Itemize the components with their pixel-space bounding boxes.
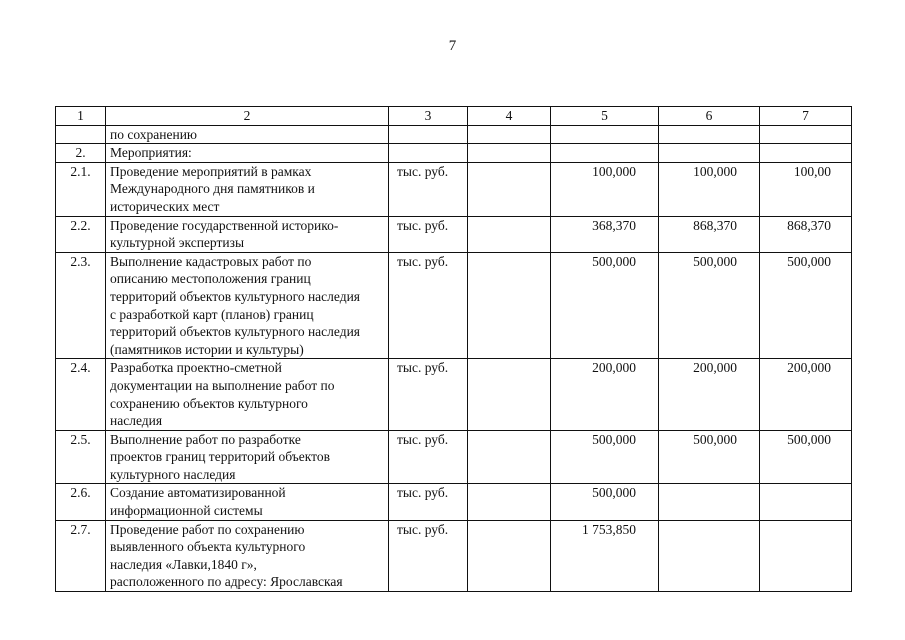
value-col-6: 500,000: [659, 430, 760, 484]
value-col-5: 500,000: [551, 484, 659, 520]
value-col-4: [468, 359, 551, 430]
unit-cell: тыс. руб.: [389, 216, 468, 252]
value-col-5: [551, 125, 659, 144]
column-header: 1: [56, 107, 106, 126]
value-col-7: 500,000: [760, 430, 852, 484]
value-col-5: 500,000: [551, 430, 659, 484]
budget-table: [55, 106, 852, 592]
value-col-6: [659, 125, 760, 144]
value-col-6: 500,000: [659, 252, 760, 359]
table-row: [56, 125, 852, 144]
table-row: [56, 252, 852, 359]
row-number: 2.: [56, 144, 106, 163]
value-col-5: 1 753,850: [551, 520, 659, 591]
value-col-7: [760, 144, 852, 163]
value-col-4: [468, 125, 551, 144]
table-row: [56, 359, 852, 430]
table-row: [56, 484, 852, 520]
column-header: 3: [389, 107, 468, 126]
unit-cell: [389, 125, 468, 144]
value-col-6: 868,370: [659, 216, 760, 252]
item-name: Проведение работ по сохранению выявленного объекта культурного наследия «Лавки,1840 г», расположенного по адресу: Ярославская: [106, 520, 389, 591]
column-header: 5: [551, 107, 659, 126]
column-header: 4: [468, 107, 551, 126]
value-col-5: 368,370: [551, 216, 659, 252]
value-col-7: 200,000: [760, 359, 852, 430]
row-number: 2.3.: [56, 252, 106, 359]
value-col-6: [659, 520, 760, 591]
item-name: Проведение мероприятий в рамках Международного дня памятников и исторических мест: [106, 162, 389, 216]
table-row: [56, 430, 852, 484]
unit-cell: тыс. руб.: [389, 359, 468, 430]
unit-cell: тыс. руб.: [389, 430, 468, 484]
unit-cell: тыс. руб.: [389, 484, 468, 520]
value-col-6: 200,000: [659, 359, 760, 430]
item-name: Создание автоматизированной информационной системы: [106, 484, 389, 520]
value-col-5: 100,000: [551, 162, 659, 216]
value-col-6: [659, 484, 760, 520]
item-name: Выполнение работ по разработке проектов границ территорий объектов культурного наследия: [106, 430, 389, 484]
item-name: Разработка проектно-сметной документации на выполнение работ по сохранению объектов культурного наследия: [106, 359, 389, 430]
value-col-4: [468, 144, 551, 163]
unit-cell: тыс. руб.: [389, 162, 468, 216]
value-col-7: [760, 520, 852, 591]
value-col-4: [468, 252, 551, 359]
column-header: 6: [659, 107, 760, 126]
value-col-4: [468, 520, 551, 591]
item-name: Проведение государственной историко- культурной экспертизы: [106, 216, 389, 252]
value-col-4: [468, 216, 551, 252]
value-col-4: [468, 484, 551, 520]
row-number: 2.4.: [56, 359, 106, 430]
value-col-7: 100,00: [760, 162, 852, 216]
unit-cell: тыс. руб.: [389, 520, 468, 591]
table-row: [56, 162, 852, 216]
value-col-7: [760, 125, 852, 144]
row-number: 2.7.: [56, 520, 106, 591]
value-col-7: [760, 484, 852, 520]
unit-cell: тыс. руб.: [389, 252, 468, 359]
column-header: 2: [106, 107, 389, 126]
table-header-row: [56, 107, 852, 126]
value-col-4: [468, 430, 551, 484]
value-col-5: [551, 144, 659, 163]
table-row: [56, 144, 852, 163]
unit-cell: [389, 144, 468, 163]
row-number: 2.5.: [56, 430, 106, 484]
row-number: [56, 125, 106, 144]
value-col-6: 100,000: [659, 162, 760, 216]
table-body: [56, 125, 852, 591]
column-header: 7: [760, 107, 852, 126]
row-number: 2.2.: [56, 216, 106, 252]
item-name: по сохранению: [106, 125, 389, 144]
value-col-7: 868,370: [760, 216, 852, 252]
value-col-6: [659, 144, 760, 163]
value-col-4: [468, 162, 551, 216]
value-col-5: 500,000: [551, 252, 659, 359]
row-number: 2.6.: [56, 484, 106, 520]
item-name: Выполнение кадастровых работ по описанию местоположения границ территорий объектов культурного наследия с разработкой карт (планов) границ территорий объектов культурного наследия (памятников истории и культуры): [106, 252, 389, 359]
value-col-7: 500,000: [760, 252, 852, 359]
item-name: Мероприятия:: [106, 144, 389, 163]
value-col-5: 200,000: [551, 359, 659, 430]
page-number: 7: [448, 38, 457, 54]
table-row: [56, 216, 852, 252]
row-number: 2.1.: [56, 162, 106, 216]
table-row: [56, 520, 852, 591]
